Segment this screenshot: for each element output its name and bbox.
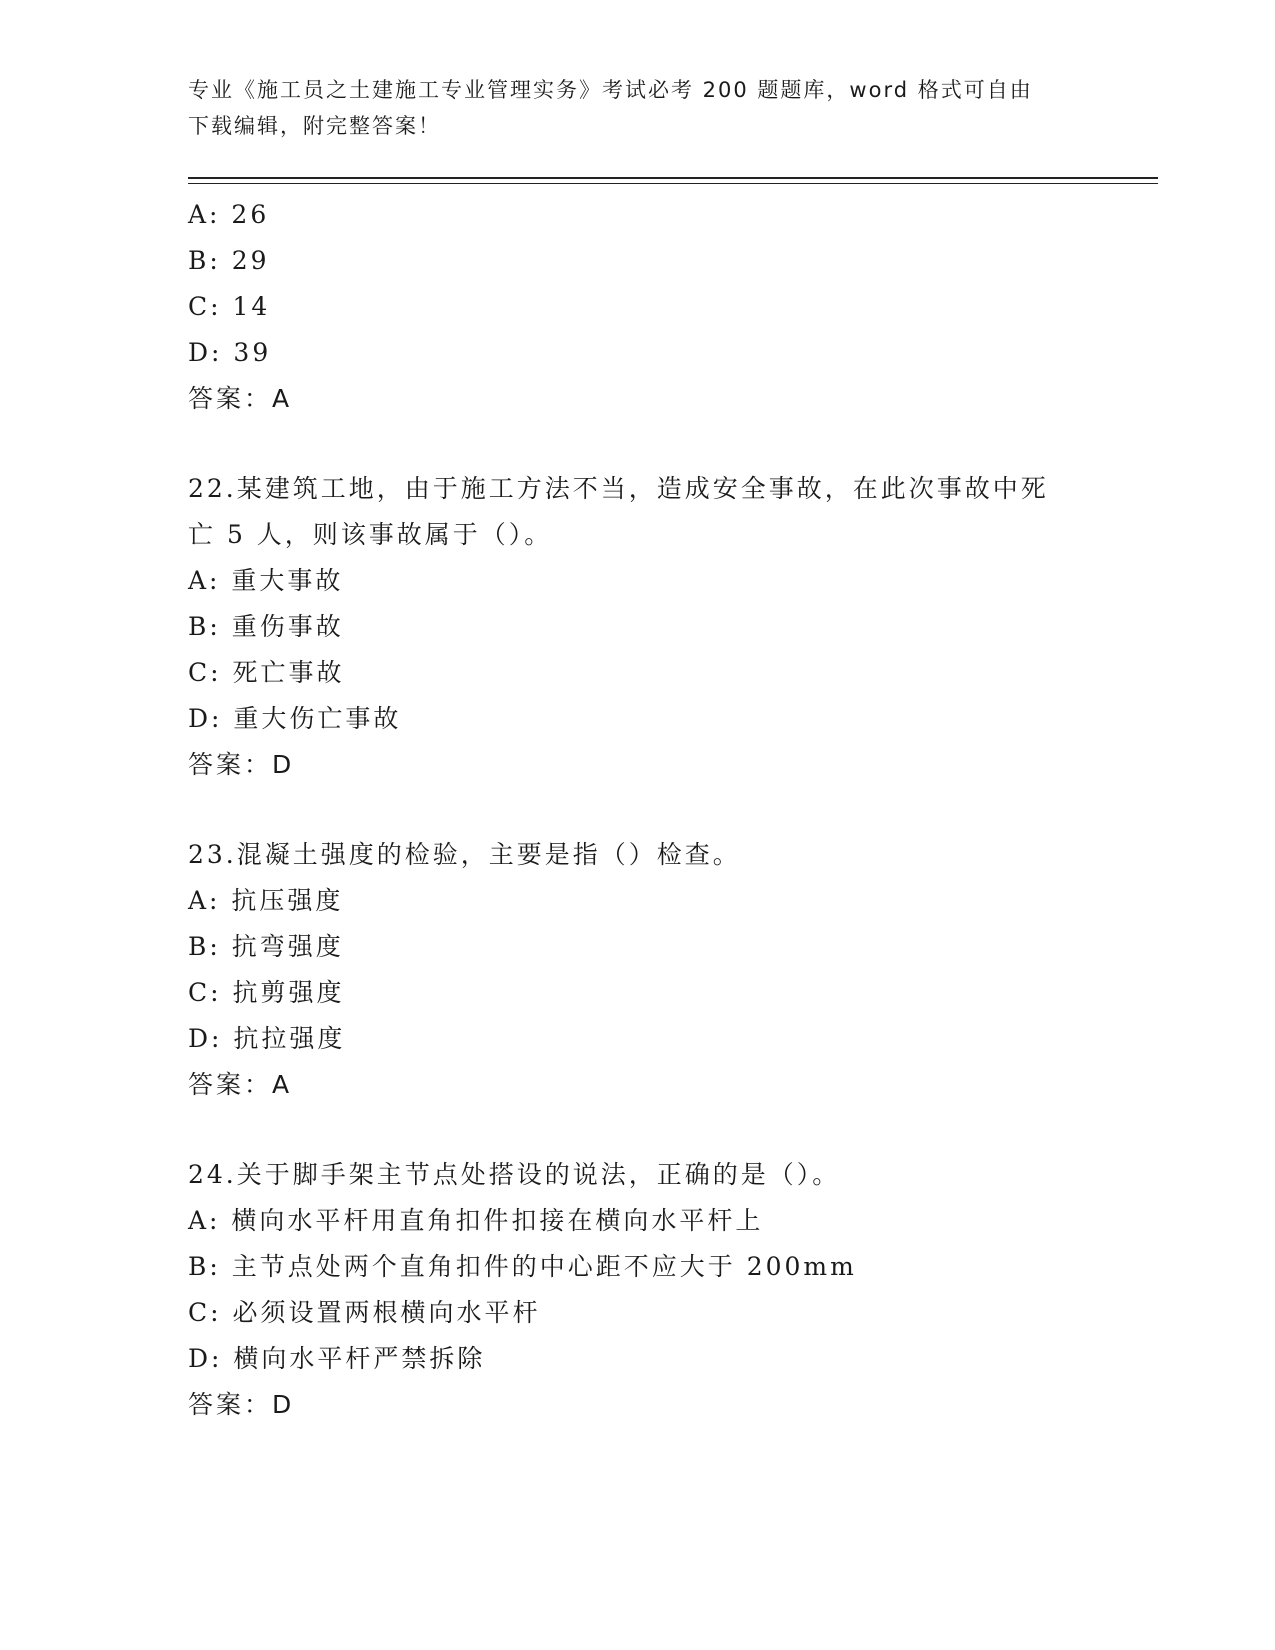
option-b: B: 29 (188, 246, 270, 275)
header-divider-thick (188, 177, 1158, 179)
option-d: D: 横向水平杆严禁拆除 (188, 1344, 486, 1373)
question-24 (188, 1152, 1138, 1428)
header-line-2: 下载编辑，附完整答案！ (188, 114, 441, 138)
option-d: D: 39 (188, 338, 272, 367)
option-b: B: 重伤事故 (188, 612, 344, 641)
question-21 (188, 192, 1138, 422)
option-d: D: 重大伤亡事故 (188, 704, 402, 733)
question-text: 23.混凝土强度的检验，主要是指（）检查。 (188, 840, 741, 869)
question-23 (188, 832, 1138, 1108)
document-header (188, 72, 1088, 144)
answer: 答案：D (188, 750, 295, 779)
question-text-line-1: 22.某建筑工地，由于施工方法不当，造成安全事故，在此次事故中死 (188, 474, 1049, 503)
answer: 答案：D (188, 1390, 295, 1419)
option-a: A: 抗压强度 (188, 886, 344, 915)
option-a: A: 横向水平杆用直角扣件扣接在横向水平杆上 (188, 1206, 764, 1235)
option-b: B: 抗弯强度 (188, 932, 344, 961)
option-b: B: 主节点处两个直角扣件的中心距不应大于 200mm (188, 1252, 857, 1281)
option-a: A: 26 (188, 200, 270, 229)
option-c: C: 抗剪强度 (188, 978, 345, 1007)
answer: 答案：A (188, 384, 293, 413)
answer: 答案：A (188, 1070, 293, 1099)
question-text-line-2: 亡 5 人，则该事故属于（）。 (188, 520, 553, 549)
option-a: A: 重大事故 (188, 566, 344, 595)
option-c: C: 死亡事故 (188, 658, 345, 687)
header-divider-thin (188, 183, 1158, 184)
option-d: D: 抗拉强度 (188, 1024, 346, 1053)
question-text: 24.关于脚手架主节点处搭设的说法，正确的是（）。 (188, 1160, 841, 1189)
question-content (188, 192, 1138, 1428)
option-c: C: 14 (188, 292, 271, 321)
option-c: C: 必须设置两根横向水平杆 (188, 1298, 541, 1327)
question-22 (188, 466, 1138, 788)
header-line-1: 专业《施工员之土建施工专业管理实务》考试必考 200 题题库，word 格式可自由 (188, 78, 1033, 102)
